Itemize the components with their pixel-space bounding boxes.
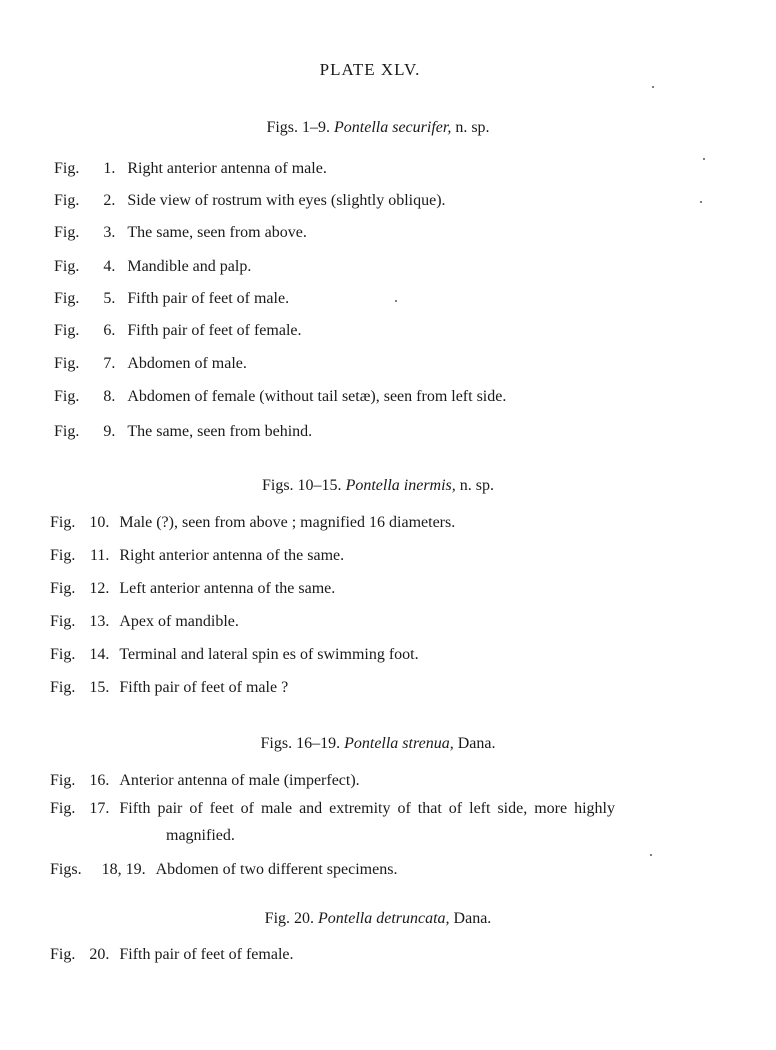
figure-description: Abdomen of male. bbox=[127, 355, 247, 372]
figure-label: Fig. bbox=[50, 800, 76, 817]
section-heading-suffix: Dana. bbox=[457, 735, 496, 752]
figure-label: Fig. bbox=[54, 423, 80, 440]
figure-entry-20 bbox=[50, 946, 294, 964]
figure-number: 6. bbox=[103, 322, 116, 339]
figure-number: 10. bbox=[89, 514, 110, 531]
figure-description: Side view of rostrum with eyes (slightly oblique). bbox=[127, 192, 446, 209]
figure-number: 11. bbox=[89, 547, 110, 564]
figure-number: 15. bbox=[89, 679, 110, 696]
figure-number: 17. bbox=[89, 800, 110, 817]
figure-number: 9. bbox=[103, 423, 116, 440]
figure-label: Fig. bbox=[50, 946, 76, 963]
scan-speck bbox=[652, 86, 654, 88]
figure-description: Right anterior antenna of male. bbox=[127, 160, 327, 177]
figure-label: Fig. bbox=[50, 547, 76, 564]
figure-label: Fig. bbox=[54, 192, 80, 209]
figure-label: Fig. bbox=[54, 290, 80, 307]
section-heading-prefix: Figs. 10–15. bbox=[261, 477, 342, 494]
figure-number: 2. bbox=[103, 192, 116, 209]
figure-entry-7 bbox=[54, 355, 247, 373]
figure-entry-5 bbox=[54, 290, 289, 308]
figure-label: Figs. bbox=[50, 861, 82, 878]
figure-description: The same, seen from behind. bbox=[127, 423, 313, 440]
section-heading-species: Pontella detruncata, bbox=[318, 910, 450, 927]
figure-number: 7. bbox=[103, 355, 116, 372]
section-heading-suffix: Dana. bbox=[453, 910, 492, 927]
figure-entry-16 bbox=[50, 772, 360, 790]
figure-description: Anterior antenna of male (imperfect). bbox=[119, 772, 360, 789]
figure-description: Abdomen of two different specimens. bbox=[155, 861, 398, 878]
figure-description: Terminal and lateral spin es of swimming foot. bbox=[119, 646, 419, 663]
section-heading-3 bbox=[0, 735, 756, 753]
figure-entry-17-continuation: magnified. bbox=[166, 827, 235, 844]
figure-entry-4 bbox=[54, 258, 251, 276]
figure-label: Fig. bbox=[50, 646, 76, 663]
figure-description: Fifth pair of feet of male ? bbox=[119, 679, 289, 696]
figure-label: Fig. bbox=[50, 679, 76, 696]
figure-entry-15 bbox=[50, 679, 288, 697]
section-heading-prefix: Figs. 16–19. bbox=[260, 735, 341, 752]
section-heading-species: Pontella inermis, bbox=[345, 477, 456, 494]
figure-number: 1. bbox=[103, 160, 116, 177]
figure-entry-18-19 bbox=[50, 861, 397, 879]
figure-label: Fig. bbox=[54, 160, 80, 177]
section-heading-species: Pontella strenua, bbox=[344, 735, 454, 752]
figure-number: 8. bbox=[103, 388, 116, 405]
figure-number: 20. bbox=[89, 946, 110, 963]
figure-label: Fig. bbox=[54, 322, 80, 339]
section-heading-suffix: n. sp. bbox=[455, 119, 490, 136]
figure-number: 4. bbox=[103, 258, 116, 275]
figure-label: Fig. bbox=[50, 580, 76, 597]
figure-entry-1 bbox=[54, 160, 327, 178]
figure-number: 5. bbox=[103, 290, 116, 307]
figure-description: Mandible and palp. bbox=[127, 258, 252, 275]
plate-title: PLATE XLV. bbox=[319, 60, 421, 79]
figure-description: Fifth pair of feet of male. bbox=[127, 290, 290, 307]
figure-label: Fig. bbox=[54, 355, 80, 372]
scan-speck bbox=[703, 158, 705, 160]
figure-description: Right anterior antenna of the same. bbox=[119, 547, 345, 564]
figure-number: 12. bbox=[89, 580, 110, 597]
figure-description: The same, seen from above. bbox=[127, 224, 307, 241]
figure-entry-11 bbox=[50, 547, 344, 565]
scan-speck bbox=[650, 854, 652, 856]
section-heading-suffix: n. sp. bbox=[459, 477, 495, 494]
section-heading-species: Pontella securifer, bbox=[334, 119, 452, 136]
figure-entry-10 bbox=[50, 514, 455, 532]
figure-label: Fig. bbox=[50, 772, 76, 789]
figure-description: Abdomen of female (without tail setæ), seen from left side. bbox=[127, 388, 507, 405]
figure-description: Fifth pair of feet of male and extremity of that of left side, more highly bbox=[119, 800, 615, 817]
figure-description: Left anterior antenna of the same. bbox=[119, 580, 336, 597]
figure-entry-13 bbox=[50, 613, 239, 631]
section-heading-2 bbox=[0, 477, 756, 495]
scan-speck bbox=[395, 300, 397, 302]
figure-entry-17 bbox=[50, 800, 615, 818]
figure-description: Male (?), seen from above ; magnified 16 diameters. bbox=[119, 514, 456, 531]
figure-entry-14 bbox=[50, 646, 419, 664]
figure-label: Fig. bbox=[54, 258, 80, 275]
figure-label: Fig. bbox=[54, 224, 80, 241]
scan-speck bbox=[700, 201, 702, 203]
figure-description: Fifth pair of feet of female. bbox=[127, 322, 302, 339]
figure-description: Apex of mandible. bbox=[119, 613, 239, 630]
figure-number: 16. bbox=[89, 772, 110, 789]
figure-entry-8 bbox=[54, 388, 506, 406]
figure-number: 13. bbox=[89, 613, 110, 630]
figure-label: Fig. bbox=[54, 388, 80, 405]
figure-number: 3. bbox=[103, 224, 116, 241]
section-heading-1 bbox=[0, 119, 756, 137]
figure-label: Fig. bbox=[50, 514, 76, 531]
figure-entry-6 bbox=[54, 322, 302, 340]
section-heading-prefix: Fig. 20. bbox=[264, 910, 315, 927]
figure-entry-12 bbox=[50, 580, 335, 598]
figure-description: Fifth pair of feet of female. bbox=[119, 946, 294, 963]
figure-entry-9 bbox=[54, 423, 312, 441]
figure-number: 14. bbox=[89, 646, 110, 663]
section-heading-4 bbox=[0, 910, 756, 928]
figure-number: 18, 19. bbox=[101, 861, 146, 878]
figure-entry-3 bbox=[54, 224, 307, 242]
figure-entry-2 bbox=[54, 192, 446, 210]
figure-label: Fig. bbox=[50, 613, 76, 630]
section-heading-prefix: Figs. 1–9. bbox=[266, 119, 331, 136]
